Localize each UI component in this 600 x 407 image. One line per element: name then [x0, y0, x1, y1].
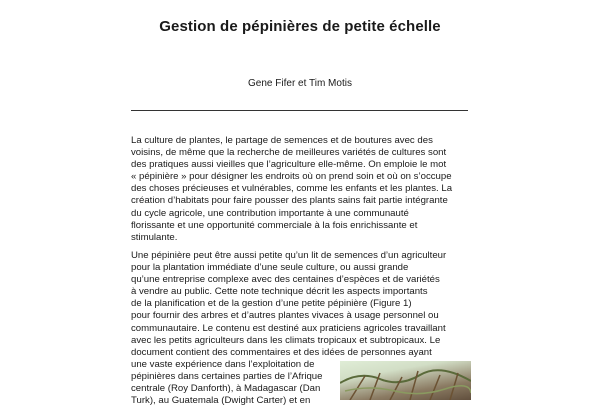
text-line: « pépinière » pour désigner les endroits où on prend soin et où on s’occupe — [131, 171, 452, 183]
text-line: à vendre au public. Cette note technique décrit les aspects importants — [131, 286, 428, 298]
text-line: Une pépinière peut être aussi petite qu’un lit de semences d’un agriculteur — [131, 250, 447, 261]
text-line: voisins, de même que la recherche de meilleures variétés de cultures sont — [131, 147, 447, 159]
text-line: communautaire. Le contenu est destiné aux praticiens agricoles travaillant — [131, 322, 446, 334]
text-line: pour fournir des arbres et d’autres plantes vivaces à usage personnel ou — [131, 310, 439, 322]
document-authors: Gene Fifer et Tim Motis — [248, 78, 352, 89]
text-line: pépinières dans certaines parties de l’Afrique — [131, 370, 323, 382]
text-line: stimulante. — [131, 231, 178, 243]
title-divider — [131, 110, 468, 111]
text-line: Turk), au Guatemala (Dwight Carter) et en — [131, 395, 311, 407]
text-line: qu’une entreprise complexe avec des centaines d’espèces et de variétés — [131, 274, 440, 286]
text-line: florissante et une opportunité commerciale à la fois enrichissante et — [131, 219, 418, 231]
text-line: création d’habitats pour faire pousser des plants sains fait partie intégrante — [131, 195, 448, 207]
paragraph-intro — [131, 135, 471, 244]
text-line: document contient des commentaires et des idées de personnes ayant — [131, 346, 432, 358]
text-line: des pratiques aussi vieilles que l’agriculture elle-même. On emploie le mot — [131, 159, 447, 171]
text-line: centrale (Roy Danforth), à Madagascar (Dan — [131, 383, 321, 395]
text-line: de la planification et de la gestion d’une petite pépinière (Figure 1) — [131, 298, 412, 310]
document-title: Gestion de pépinières de petite échelle — [159, 18, 441, 35]
text-line: du cycle agricole, une contribution importante à une communauté — [131, 207, 409, 219]
text-line: La culture de plantes, le partage de semences et de boutures avec des — [131, 135, 433, 146]
nursery-photo — [340, 361, 471, 400]
text-line: avec les petits agriculteurs dans les climats tropicaux et subtropicaux. Le — [131, 334, 441, 346]
text-line: pour la plantation immédiate d’une seule culture, ou aussi grande — [131, 262, 409, 274]
text-line: une vaste expérience dans l’exploitation de — [131, 358, 315, 370]
text-line: des choses précieuses et vulnérables, comme les enfants et les plantes. La — [131, 183, 453, 195]
